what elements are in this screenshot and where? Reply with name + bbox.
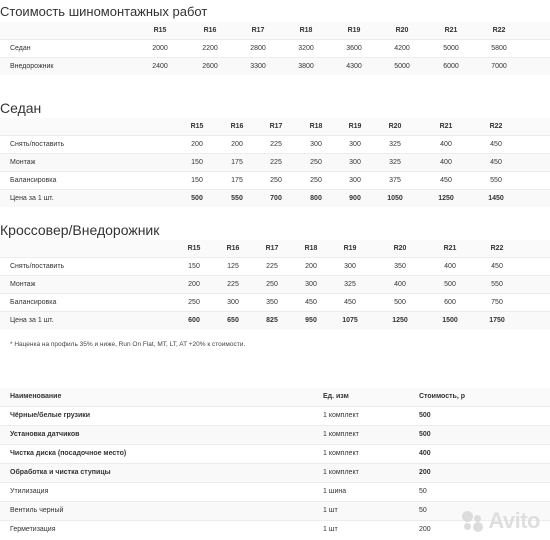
column-header: R15 <box>153 27 167 34</box>
price-cell: 500 <box>444 281 456 288</box>
price-cell: 600 <box>444 299 456 306</box>
price-cell: 450 <box>440 177 452 184</box>
column-header: R17 <box>269 123 283 130</box>
row-label: Балансировка <box>10 177 57 184</box>
crossover-title: Кроссовер/Внедорожник <box>0 222 160 238</box>
column-header: R20 <box>393 245 407 252</box>
row-label: Цена за 1 шт. <box>10 317 54 324</box>
price-cell: 825 <box>266 317 278 324</box>
column-header: R19 <box>347 27 361 34</box>
table-header <box>0 388 550 406</box>
row-label: Монтаж <box>10 281 36 288</box>
column-header: R16 <box>226 245 240 252</box>
price-cell: 175 <box>231 159 243 166</box>
column-header: Стоимость, р <box>419 393 466 400</box>
price-cell: 325 <box>344 281 356 288</box>
price-cell: 450 <box>490 159 502 166</box>
row-label: Внедорожник <box>10 63 54 70</box>
table-row <box>0 463 550 482</box>
column-header: R20 <box>388 123 402 130</box>
service-unit: 1 шт <box>323 526 338 533</box>
price-cell: 250 <box>270 177 282 184</box>
price-cell: 2000 <box>152 45 168 52</box>
surcharge-note: * Наценка на профиль 35% и ниже, Run On Flat, MT, LT, AT +20% к стоимости. <box>10 341 246 348</box>
table-row <box>0 189 550 207</box>
price-cell: 325 <box>389 159 401 166</box>
price-cell: 650 <box>227 317 239 324</box>
service-unit: 1 шина <box>323 488 347 495</box>
price-cell: 500 <box>394 299 406 306</box>
column-header: R22 <box>492 27 506 34</box>
price-cell: 400 <box>444 263 456 270</box>
column-header: R15 <box>190 123 204 130</box>
price-cell: 450 <box>491 263 503 270</box>
table-row <box>0 57 550 75</box>
tire-service-table <box>0 22 550 75</box>
column-header: R18 <box>299 27 313 34</box>
column-header: R18 <box>304 245 318 252</box>
price-cell: 700 <box>270 195 282 202</box>
column-header: R21 <box>439 123 453 130</box>
price-cell: 550 <box>231 195 243 202</box>
service-unit: 1 комплект <box>323 469 359 476</box>
service-unit: 1 комплект <box>323 431 359 438</box>
service-name: Утилизация <box>10 488 49 495</box>
service-price: 500 <box>419 431 431 438</box>
price-cell: 300 <box>349 159 361 166</box>
price-cell: 400 <box>394 281 406 288</box>
column-header: R19 <box>343 245 357 252</box>
service-unit: 1 комплект <box>323 450 359 457</box>
table-row <box>0 171 550 189</box>
price-cell: 450 <box>344 299 356 306</box>
price-cell: 3200 <box>298 45 314 52</box>
column-header: R16 <box>203 27 217 34</box>
price-cell: 250 <box>188 299 200 306</box>
table-row <box>0 482 550 501</box>
price-cell: 200 <box>305 263 317 270</box>
service-price: 200 <box>419 526 431 533</box>
price-cell: 4300 <box>346 63 362 70</box>
price-cell: 800 <box>310 195 322 202</box>
service-name: Герметизация <box>10 526 56 533</box>
service-name: Чёрные/белые грузики <box>10 412 91 419</box>
table-row <box>0 311 550 329</box>
price-cell: 300 <box>305 281 317 288</box>
price-cell: 250 <box>266 281 278 288</box>
service-price: 50 <box>419 507 427 514</box>
avito-watermark-text: Avito <box>488 508 540 533</box>
price-cell: 2200 <box>202 45 218 52</box>
price-cell: 200 <box>191 141 203 148</box>
price-cell: 175 <box>231 177 243 184</box>
price-cell: 200 <box>188 281 200 288</box>
column-header: R15 <box>187 245 201 252</box>
column-header: R21 <box>443 245 457 252</box>
service-price: 400 <box>419 450 431 457</box>
row-label: Монтаж <box>10 159 36 166</box>
price-cell: 225 <box>266 263 278 270</box>
price-cell: 3600 <box>346 45 362 52</box>
price-cell: 150 <box>188 263 200 270</box>
price-cell: 1250 <box>438 195 454 202</box>
price-cell: 500 <box>191 195 203 202</box>
price-cell: 1075 <box>342 317 358 324</box>
service-name: Вентиль черный <box>10 507 64 514</box>
column-header: R16 <box>230 123 244 130</box>
price-cell: 550 <box>490 177 502 184</box>
price-cell: 6000 <box>443 63 459 70</box>
price-cell: 2400 <box>152 63 168 70</box>
price-cell: 200 <box>231 141 243 148</box>
price-cell: 300 <box>349 141 361 148</box>
price-cell: 1750 <box>489 317 505 324</box>
price-cell: 325 <box>389 141 401 148</box>
price-cell: 250 <box>310 159 322 166</box>
crossover-table <box>0 240 550 329</box>
column-header: R18 <box>309 123 323 130</box>
column-header: R17 <box>251 27 265 34</box>
sedan-title: Седан <box>0 100 42 116</box>
table-row <box>0 135 550 153</box>
row-label: Снять/поставить <box>10 263 65 270</box>
service-unit: 1 шт <box>323 507 338 514</box>
table-row <box>0 153 550 171</box>
table-row <box>0 275 550 293</box>
table-header <box>0 118 550 135</box>
row-label: Снять/поставить <box>10 141 65 148</box>
tire-service-title: Стоимость шиномонтажных работ <box>0 4 208 19</box>
table-row <box>0 39 550 57</box>
column-header: Наименование <box>10 393 62 400</box>
price-cell: 225 <box>270 141 282 148</box>
avito-watermark <box>460 508 540 534</box>
price-cell: 1450 <box>488 195 504 202</box>
price-cell: 450 <box>490 141 502 148</box>
column-header: R22 <box>489 123 503 130</box>
price-cell: 400 <box>440 141 452 148</box>
service-price: 50 <box>419 488 427 495</box>
price-cell: 600 <box>188 317 200 324</box>
column-header: R21 <box>444 27 458 34</box>
service-unit: 1 комплект <box>323 412 359 419</box>
price-cell: 2600 <box>202 63 218 70</box>
row-label: Седан <box>10 45 31 52</box>
price-cell: 150 <box>191 177 203 184</box>
row-label: Цена за 1 шт. <box>10 195 54 202</box>
price-cell: 250 <box>310 177 322 184</box>
price-cell: 5800 <box>491 45 507 52</box>
price-cell: 375 <box>389 177 401 184</box>
table-row <box>0 444 550 463</box>
price-cell: 400 <box>440 159 452 166</box>
price-cell: 225 <box>227 281 239 288</box>
price-cell: 4200 <box>394 45 410 52</box>
table-row <box>0 406 550 425</box>
table-header <box>0 22 550 39</box>
row-label: Балансировка <box>10 299 57 306</box>
sedan-table <box>0 118 550 207</box>
price-cell: 1050 <box>387 195 403 202</box>
price-cell: 550 <box>491 281 503 288</box>
column-header: R17 <box>265 245 279 252</box>
price-cell: 225 <box>270 159 282 166</box>
price-cell: 2800 <box>250 45 266 52</box>
table-row <box>0 425 550 444</box>
price-cell: 5000 <box>394 63 410 70</box>
avito-logo-icon <box>460 509 486 533</box>
column-header: R20 <box>395 27 409 34</box>
column-header: Ед. изм <box>323 393 349 400</box>
table-row <box>0 257 550 275</box>
price-cell: 300 <box>344 263 356 270</box>
price-cell: 7000 <box>491 63 507 70</box>
service-price: 500 <box>419 412 431 419</box>
price-cell: 950 <box>305 317 317 324</box>
price-cell: 5000 <box>443 45 459 52</box>
price-cell: 750 <box>491 299 503 306</box>
price-cell: 350 <box>266 299 278 306</box>
column-header: R19 <box>348 123 362 130</box>
price-cell: 300 <box>310 141 322 148</box>
table-row <box>0 293 550 311</box>
price-cell: 125 <box>227 263 239 270</box>
price-cell: 3800 <box>298 63 314 70</box>
price-cell: 150 <box>191 159 203 166</box>
price-cell: 450 <box>305 299 317 306</box>
price-cell: 1250 <box>392 317 408 324</box>
price-cell: 900 <box>349 195 361 202</box>
service-name: Установка датчиков <box>10 431 80 438</box>
service-name: Чистка диска (посадочное место) <box>10 450 127 457</box>
table-header <box>0 240 550 257</box>
price-cell: 3300 <box>250 63 266 70</box>
service-price: 200 <box>419 469 431 476</box>
column-header: R22 <box>490 245 504 252</box>
price-cell: 350 <box>394 263 406 270</box>
price-cell: 1500 <box>442 317 458 324</box>
price-cell: 300 <box>349 177 361 184</box>
price-cell: 300 <box>227 299 239 306</box>
service-name: Обработка и чистка ступицы <box>10 469 111 476</box>
